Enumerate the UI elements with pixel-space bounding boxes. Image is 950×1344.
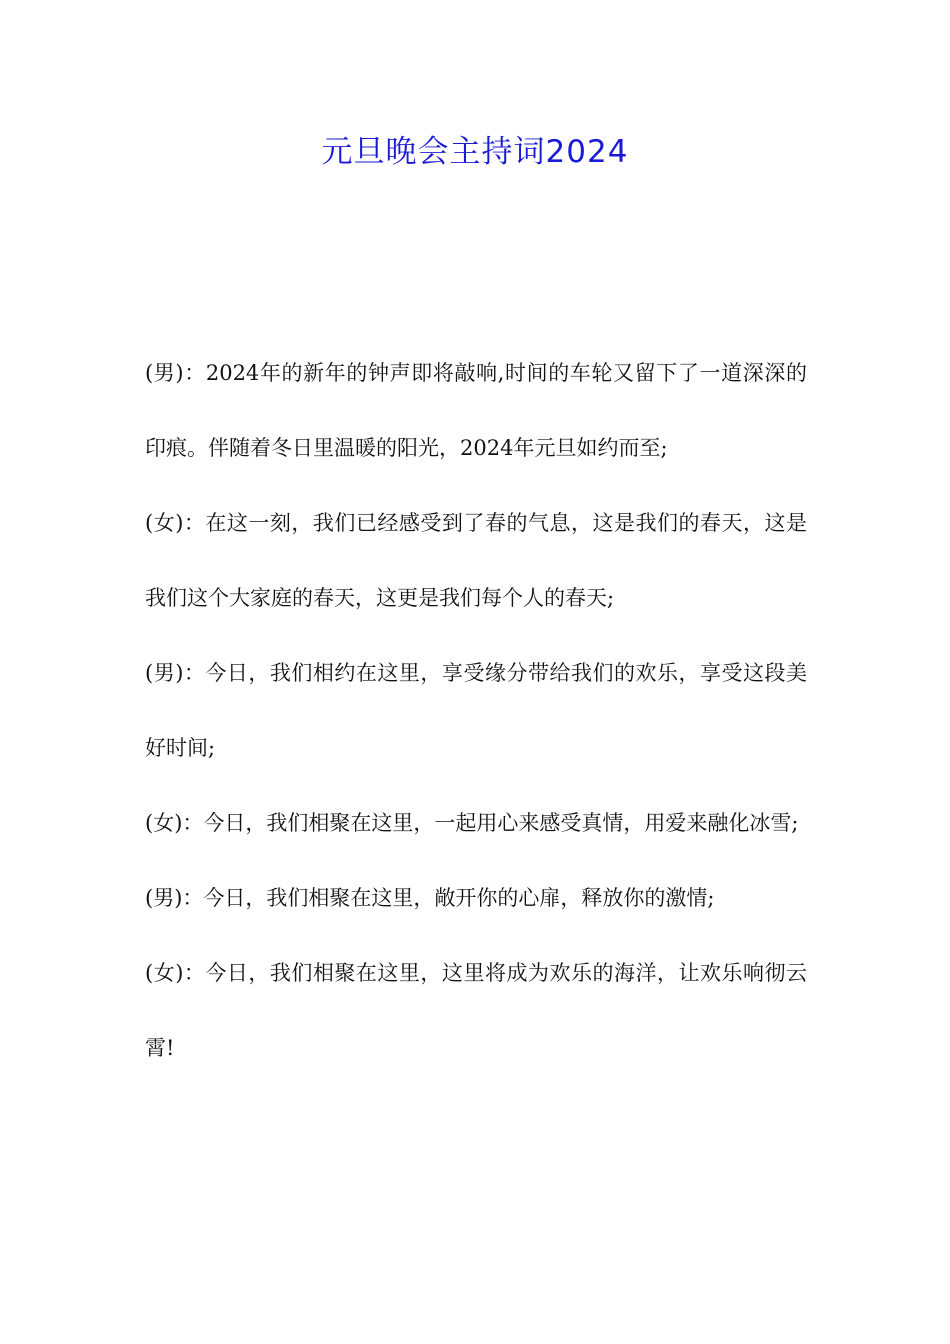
dialogue-paragraph-6: (女)：今日，我们相聚在这里，这里将成为欢乐的海洋，让欢乐响彻云霄!	[145, 961, 807, 1060]
document-body	[145, 336, 807, 1086]
dialogue-paragraph-3: (男)：今日，我们相约在这里，享受缘分带给我们的欢乐，享受这段美好时间;	[145, 661, 807, 760]
dialogue-paragraph-2: (女)：在这一刻，我们已经感受到了春的气息，这是我们的春天，这是我们这个大家庭的春天，这更是我们每个人的春天;	[145, 511, 807, 610]
dialogue-paragraph-4: (女)：今日，我们相聚在这里，一起用心来感受真情，用爱来融化冰雪;	[145, 811, 799, 835]
dialogue-paragraph-1: (男)：2024年的新年的钟声即将敲响,时间的车轮又留下了一道深深的印痕。伴随着冬日里温暖的阳光，2024年元旦如约而至;	[145, 361, 807, 460]
dialogue-paragraph-5: (男)：今日，我们相聚在这里，敞开你的心扉，释放你的激情;	[145, 886, 715, 910]
document-title: 元旦晚会主持词2024	[321, 134, 629, 170]
